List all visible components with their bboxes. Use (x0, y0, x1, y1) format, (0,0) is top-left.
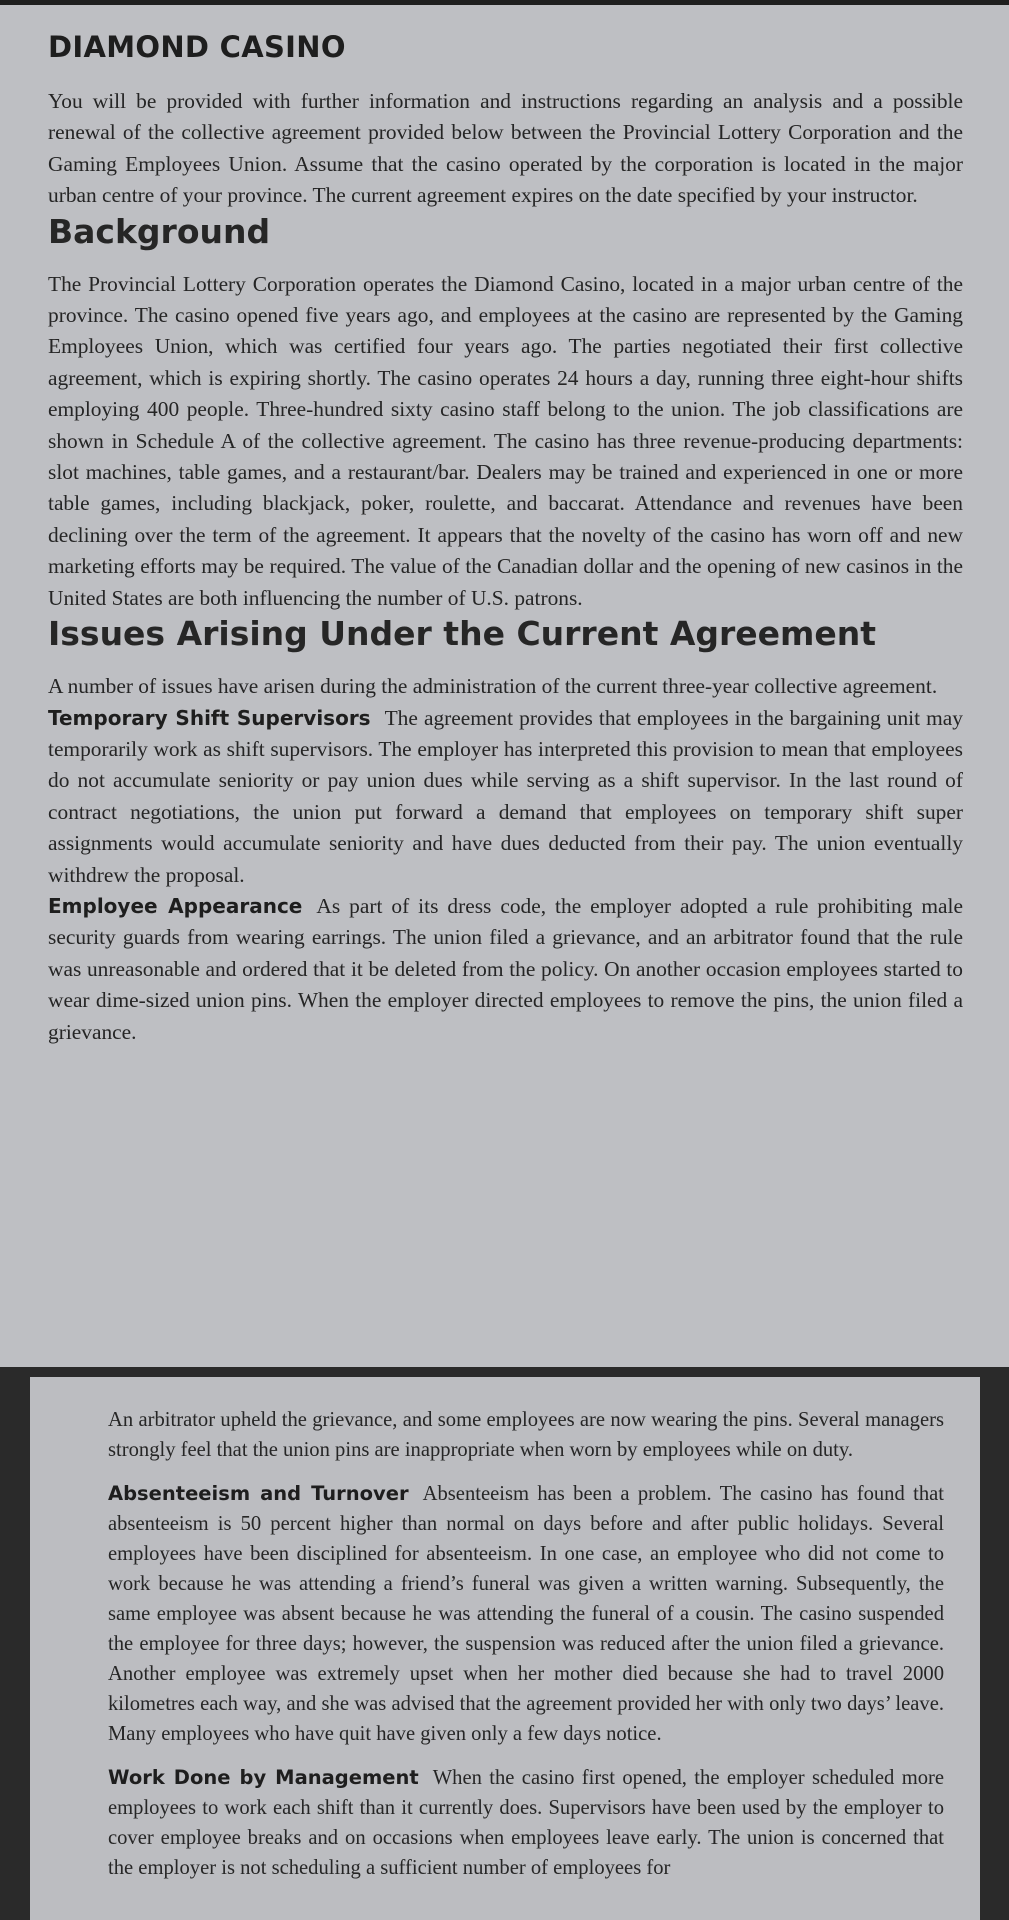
continued-paragraph: An arbitrator upheld the grievance, and some employees are now wearing the pins. Several managers strongly feel that the union pins are inappropriate when worn by employees while on duty. (108, 1409, 944, 1461)
page-two (30, 1377, 980, 1920)
top-edge (0, 0, 1009, 5)
temporary-shift-supervisors-paragraph (48, 703, 963, 891)
issues-heading: Issues Arising Under the Current Agreement (48, 614, 877, 654)
work-by-management-text: When the casino first opened, the employer scheduled more employees to work each shift than it currently does. Supervisors have been used by the employer to cover employee breaks and on occasions when employees leave early. The union is concerned that the employer is not scheduling a sufficient number of employees for (108, 1767, 945, 1879)
background-heading: Background (48, 211, 271, 251)
employee-appearance-heading: Employee Appearance (48, 893, 303, 918)
absenteeism-heading: Absenteeism and Turnover (108, 1482, 409, 1505)
temporary-shift-supervisors-heading: Temporary Shift Supervisors (48, 705, 371, 730)
absenteeism-text: Absenteeism has been a problem. The casino has found that absenteeism is 50 percent higher than normal on days before and after public holidays. Several employees have been disciplined for absenteeism. In one case, an employee who did not come to work because he was attending a friend’s funeral was given a written warning. Subsequently, the same employee was absent because he was attending the funeral of a cousin. The casino suspended the employee for three days; however, the suspension was reduced after the union filed a grievance. Another employee was extremely upset when her mother died because she had to travel 2000 kilometres each way, and she was advised that the agreement provided her with only two days’ leave. Many employees who have quit have given only a few days notice. (108, 1483, 945, 1745)
employee-appearance-paragraph (48, 891, 963, 1048)
background-paragraph: The Provincial Lottery Corporation operates the Diamond Casino, located in a major urban centre of the province. The casino opened five years ago, and employees at the casino are represented by the Gaming Employees Union, which was certified four years ago. The parties negotiated their first collective agreement, which is expiring shortly. The casino operates 24 hours a day, running three eight-hour shifts employing 400 people. Three-hundred sixty casino staff belong to the union. The job classifications are shown in Schedule A of the collective agreement. The casino has three revenue-producing departments: slot machines, table games, and a restaurant/bar. Dealers may be trained and experienced in one or more table games, including blackjack, poker, roulette, and baccarat. Attendance and revenues have been declining over the term of the agreement. It appears that the novelty of the casino has worn off and new marketing efforts may be required. The value of the Canadian dollar and the opening of new casinos in the United States are both influencing the number of U.S. patrons. (48, 271, 963, 610)
issues-intro-paragraph: A number of issues have arisen during the administration of the current three-year collective agreement. (48, 674, 938, 699)
employee-appearance-text: As part of its dress code, the employer adopted a rule prohibiting male security guards from wearing earrings. The union filed a grievance, and an arbitrator found that the rule was unreasonable and ordered that it be deleted from the policy. On another occasion employees started to wear dime-sized union pins. When the employer directed employees to remove the pins, the union filed a grievance. (48, 893, 963, 1044)
absenteeism-paragraph (108, 1479, 944, 1749)
intro-paragraph: You will be provided with further information and instructions regarding an analysis and a possible renewal of the collective agreement provided below between the Provincial Lottery Corporation and the Gaming Employees Union. Assume that the casino operated by the corporation is located in the major urban centre of your province. The current agreement expires on the date specified by your instructor. (48, 89, 963, 208)
work-by-management-paragraph (108, 1763, 944, 1883)
document-title: DIAMOND CASINO (48, 30, 346, 64)
temporary-shift-supervisors-text: The agreement provides that employees in the bargaining unit may temporarily work as shift supervisors. The employer has interpreted this provision to mean that employees do not accumulate seniority or pay union dues while serving as a shift supervisor. In the last round of contract negotiations, the union put forward a demand that employees on temporary shift super assignments would accumulate seniority and have dues deducted from their pay. The union eventually withdrew the proposal. (48, 705, 963, 887)
work-by-management-heading: Work Done by Management (108, 1766, 419, 1789)
